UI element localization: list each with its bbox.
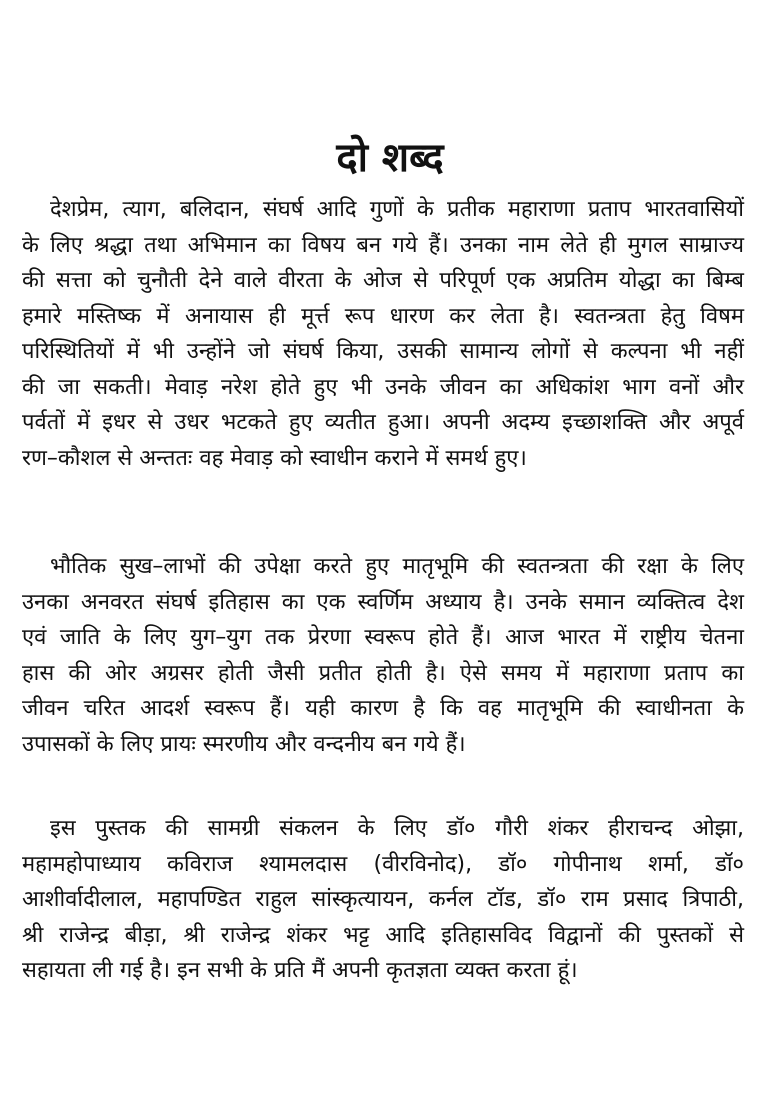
text-line: देशप्रेम, त्याग, बलिदान, संघर्ष आदि गुणों के प्रतीक महाराणा प्रताप भारतवासियों — [50, 197, 744, 222]
text-line: जीवन चरित आदर्श स्वरूप हैं। यही कारण है कि वह मातृभूमि की स्वाधीनता के — [22, 696, 744, 721]
text-line: हास की ओर अग्रसर होती जैसी प्रतीत होती है। ऐसे समय में महाराणा प्रताप का — [22, 661, 744, 686]
text-line: की सत्ता को चुनौती देने वाले वीरता के ओज से परिपूर्ण एक अप्रतिम योद्धा का बिम्ब — [22, 268, 744, 293]
text-line: के लिए श्रद्धा तथा अभिमान का विषय बन गये हैं। उनका नाम लेते ही मुगल साम्राज्य — [22, 233, 744, 258]
text-line: पर्वतों में इधर से उधर भटकते हुए व्यतीत हुआ। अपनी अदम्य इच्छाशक्ति और अपूर्व — [22, 410, 744, 435]
text-line: उनका अनवरत संघर्ष इतिहास का एक स्वर्णिम अध्याय है। उनके समान व्यक्तित्व देश — [22, 590, 744, 615]
text-line: आशीर्वादीलाल, महापण्डित राहुल सांस्कृत्यायन, कर्नल टॉड, डॉ० राम प्रसाद त्रिपाठी, — [22, 887, 744, 912]
text-line: श्री राजेन्द्र बीड़ा, श्री राजेन्द्र शंकर भट्ट आदि इतिहासविद विद्वानों की पुस्तकों से — [22, 923, 744, 948]
text-line: की जा सकती। मेवाड़ नरेश होते हुए भी उनके जीवन का अधिकांश भाग वनों और — [22, 375, 744, 400]
text-line: एवं जाति के लिए युग–युग तक प्रेरणा स्वरूप होते हैं। आज भारत में राष्ट्रीय चेतना — [22, 625, 744, 650]
text-line: इस पुस्तक की सामग्री संकलन के लिए डॉ० गौरी शंकर हीराचन्द ओझा, — [50, 816, 744, 841]
text-line: सहायता ली गई है। इन सभी के प्रति मैं अपनी कृतज्ञता व्यक्त करता हूं। — [22, 958, 578, 983]
text-line: परिस्थितियों में भी उन्होंने जो संघर्ष किया, उसकी सामान्य लोगों से कल्पना भी नहीं — [22, 339, 744, 364]
page-title: दो शब्द — [336, 135, 444, 181]
text-line: महामहोपाध्याय कविराज श्यामलदास (वीरविनोद), डॉ० गोपीनाथ शर्मा, डॉ० — [22, 852, 744, 877]
text-line: रण–कौशल से अन्ततः वह मेवाड़ को स्वाधीन कराने में समर्थ हुए। — [22, 446, 527, 471]
text-line: हमारे मस्तिष्क में अनायास ही मूर्त्त रूप धारण कर लेता है। स्वतन्त्रता हेतु विषम — [22, 304, 744, 329]
text-line: भौतिक सुख–लाभों की उपेक्षा करते हुए मातृभूमि की स्वतन्त्रता की रक्षा के लिए — [50, 554, 744, 579]
text-line: उपासकों के लिए प्रायः स्मरणीय और वन्दनीय बन गये हैं। — [22, 732, 466, 757]
